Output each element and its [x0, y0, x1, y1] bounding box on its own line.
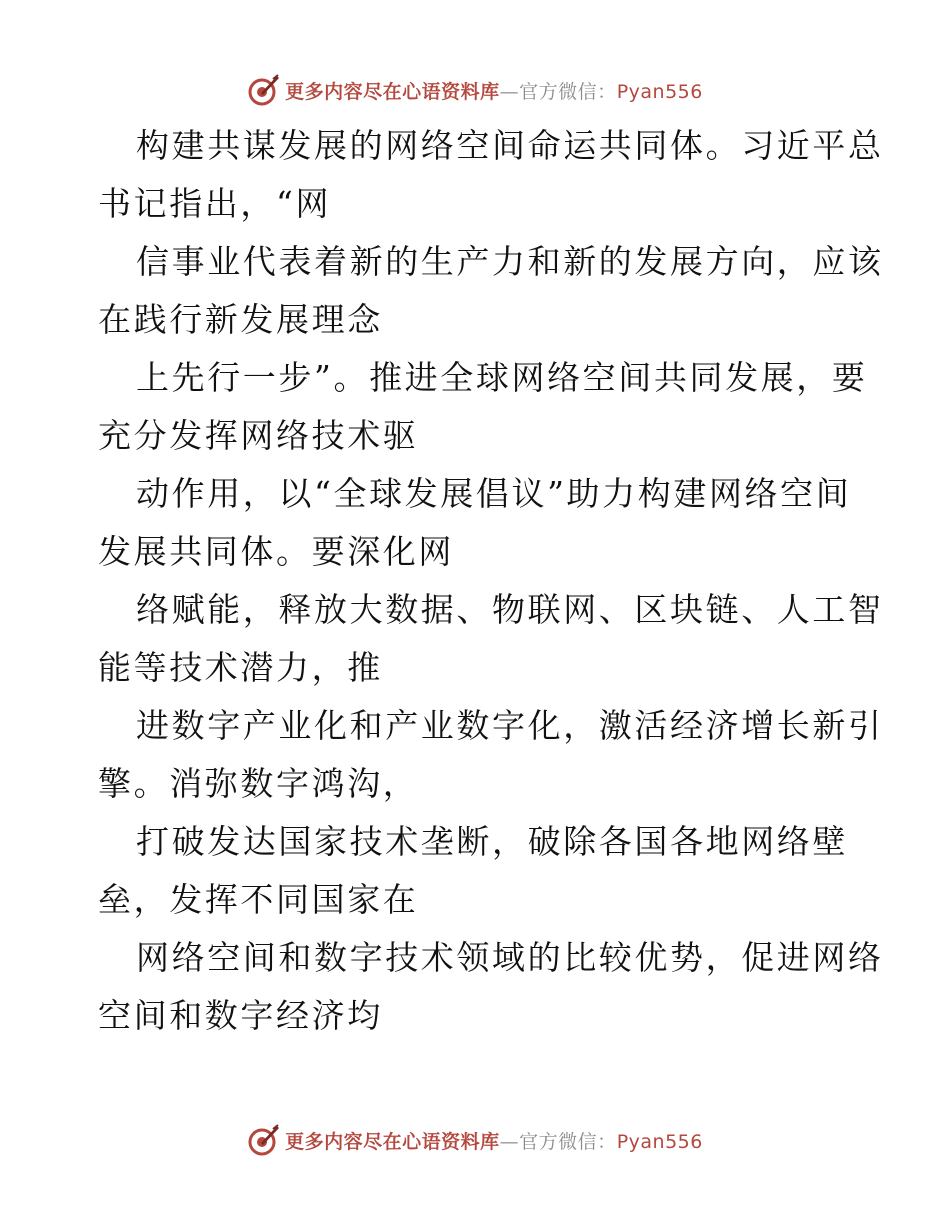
text-line: 进数字产业化和产业数字化，激活经济增长新引: [136, 706, 884, 745]
footer-banner: [0, 1120, 950, 1160]
header-wechat-label: 官方微信：: [519, 80, 617, 103]
header-banner: [0, 70, 950, 110]
header-site-name: 更多内容尽在心语资料库: [285, 80, 500, 103]
text-line: 能等技术潜力，推: [98, 648, 383, 687]
text-line: 动作用，以“全球发展倡议”助力构建网络空间: [136, 474, 852, 513]
footer-wechat-id: Pyan556: [616, 1130, 703, 1153]
text-line: 构建共谋发展的网络空间命运共同体。习近平总: [136, 126, 884, 165]
document-body: [98, 117, 884, 1045]
text-line: 充分发挥网络技术驱: [98, 416, 419, 455]
text-line: 打破发达国家技术垄断，破除各国各地网络壁: [136, 822, 848, 861]
text-line: 上先行一步”。推进全球网络空间共同发展，要: [136, 358, 868, 397]
header-banner-text: [285, 77, 703, 104]
footer-dash: —: [499, 1130, 520, 1153]
text-line: 发展共同体。要深化网: [98, 532, 454, 571]
text-line: 网络空间和数字技术领域的比较优势，促进网络: [136, 938, 884, 977]
text-line: 空间和数字经济均: [98, 996, 383, 1035]
text-line: 信事业代表着新的生产力和新的发展方向，应该: [136, 242, 884, 281]
footer-banner-text: [285, 1127, 703, 1154]
header-wechat-id: Pyan556: [616, 80, 703, 103]
footer-site-name: 更多内容尽在心语资料库: [285, 1130, 500, 1153]
quill-pen-seal-icon: [247, 1123, 281, 1157]
header-dash: —: [499, 80, 520, 103]
text-line: 在践行新发展理念: [98, 300, 383, 339]
quill-pen-seal-icon: [247, 73, 281, 107]
text-line: 书记指出，“网: [98, 184, 332, 223]
footer-wechat-label: 官方微信：: [519, 1130, 617, 1153]
text-line: 擎。消弥数字鸿沟，: [98, 764, 419, 803]
text-line: 络赋能，释放大数据、物联网、区块链、人工智: [136, 590, 884, 629]
text-line: 垒，发挥不同国家在: [98, 880, 419, 919]
